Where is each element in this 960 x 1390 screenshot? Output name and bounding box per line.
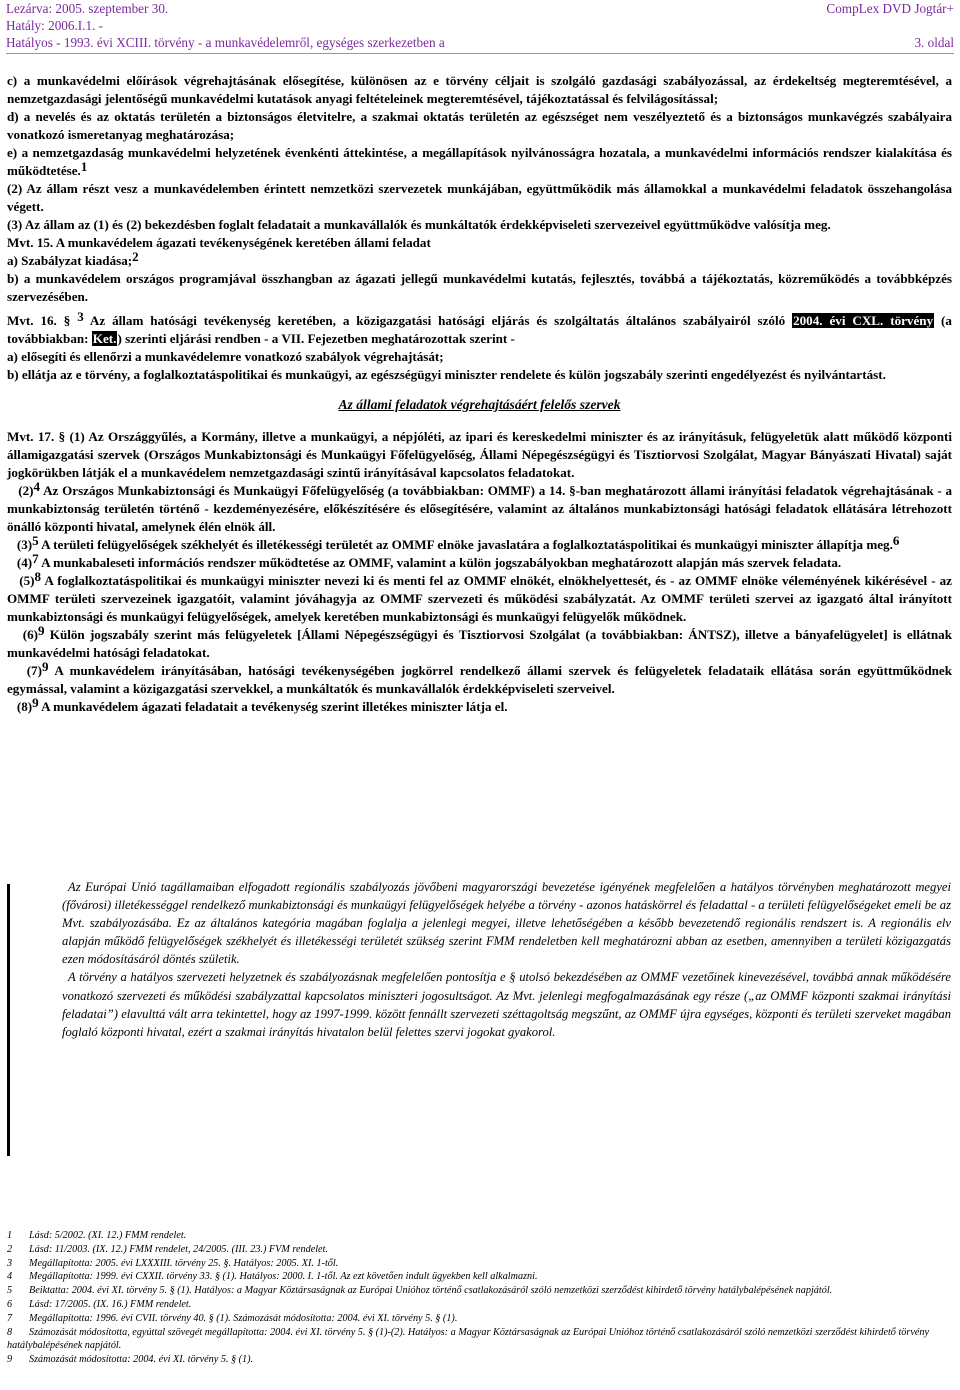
paragraph-number: (7) [26, 663, 42, 678]
section-text: A munkavédelem ágazati tevékenységének keretében állami feladat [55, 235, 431, 250]
paragraph-2: (2) Az állam részt vesz a munkavédelemben érintett nemzetközi szervezetek munkájában, együttműködik más államokkal a munkavédelmi feladatok összehangolása végett. [7, 181, 952, 214]
mvt16-a: a) elősegíti és ellenőrzi a munkavédelemre vonatkozó szabályok végrehajtását; [7, 349, 444, 364]
page-number: 3. oldal [914, 35, 954, 50]
footnote-ref[interactable]: 3 [77, 309, 84, 324]
paragraph-text: Külön jogszabály szerint más felügyeletek [Állami Népegészségügyi és Tisztiorvosi Szolgálat (a továbbiakban: ÁNTSZ), illetve a bányafelügyelet] is ellátnak munkavédelmi hatósági feladatokat. [7, 627, 952, 660]
paragraph-text: A foglalkoztatáspolitikai és munkaügyi miniszter nevezi ki és menti fel az OMMF elnökét, elnökhelyettesét, és - az OMMF elnöke véleményének kikérésével - az OMMF területi szervezeinek igazgatóit, valamint jóváhagyja az OMMF szervezeti és működési szabályzatát. Az OMMF területi szervei az igazgató által irányított munkabiztonsági és munkaügyi felügyelőségek, amelyek keretében munkabiztonsági és munkaügyi felügyelők működnek. [7, 573, 952, 624]
footnote-ref[interactable]: 9 [38, 623, 45, 638]
mvt17-paragraph-7 [7, 659, 952, 698]
law-title: Hatályos - 1993. évi XCIII. törvény - a munkavédelemről, egységes szerkezetben a [6, 35, 445, 50]
paragraph-number: (3) [16, 537, 33, 552]
section-label: Mvt. 16. [7, 313, 57, 328]
ket-reference-link[interactable]: Ket. [92, 331, 117, 346]
footnote-ref[interactable]: 5 [32, 533, 39, 548]
effective-date: Hatály: 2006.I.1. - [6, 18, 104, 33]
mvt17-paragraph-1 [7, 428, 952, 482]
footnote-ref[interactable]: 2 [132, 249, 139, 264]
section-label: Mvt. 15. [7, 235, 54, 250]
mvt17-paragraph-8 [7, 695, 952, 716]
paragraph-text: A területi felügyelőségek székhelyét és illetékességi területét az OMMF elnöke javaslatára a foglalkoztatáspolitikai és munkaügyi miniszter állapítja meg. [41, 537, 893, 552]
mvt17-paragraph-6 [7, 623, 952, 662]
mvt16-text-3: ) szerinti eljárási rendben - a VII. Fejezetben meghatározottak szerint - [117, 331, 515, 346]
footnote-text: Beiktatta: 2004. évi XI. törvény 5. § (1). Hatályos: a Magyar Köztársaságnak az Európai Unióhoz történő csatlakozásáról szóló nemzetközi szerződést kihirdető törvény hatálybalépésének napjától. [29, 1285, 833, 1297]
footnote-text: Számozását módosította: 2004. évi XI. törvény 5. § (1). [29, 1354, 254, 1366]
footnote-number: 1 [7, 1230, 13, 1241]
paragraph-text: Az Országos Munkabiztonsági és Munkaügyi Főfelügyelőség (a továbbiakban: OMMF) a 14. §-ban meghatározott állami irányítási feladatok végrehajtásának - a munkabiztonság területén történő - kezdeményezésére, előkészítésére és elősegítésére, valamint az általános munkabiztonsági hatósági feladatok ellátására létrehozott önálló központi hivatal, amelynek élén elnök áll. [7, 483, 952, 534]
paragraph-number: (2) [18, 483, 34, 498]
footnote-text: Számozását módosította, egyúttal szövegét megállapította: 2004. évi XI. törvény 5. § (1)-(2). Hatályos: a Magyar Köztársaságnak az Európai Unióhoz történő csatlakozásáról szóló nemzetközi szerződést kihirdető törvény hatálybalépésének napjától. [7, 1326, 929, 1352]
footnote-ref[interactable]: 1 [80, 159, 88, 174]
paragraph-d: d) a nevelés és az oktatás területén a biztonságos életvitelre, a szakmai oktatás területén az egészséget nem veszélyeztető és a biztonságos munkavégzés szabályaira vonatkozó ismeretanyag meghatározása; [7, 109, 952, 142]
mvt17-paragraph-3 [7, 533, 952, 554]
mvt16-text: Az állam hatósági tevékenység keretében, a közigazgatási hatósági eljárás és szolgáltatás általános szabályairól szóló [89, 313, 786, 328]
footnote-ref[interactable]: 9 [32, 695, 39, 710]
mvt17-paragraph-4 [7, 551, 952, 572]
footnote-number: 9 [7, 1354, 13, 1366]
footnote-number: 4 [7, 1271, 13, 1283]
mvt16-paragraph [7, 309, 952, 348]
paragraph-number: (6) [22, 627, 39, 642]
mvt16-text-2: (a továbbiakban: [7, 313, 952, 346]
mvt15-a [7, 249, 952, 270]
mvt16-b: b) ellátja az e törvény, a foglalkoztatáspolitikai és munkaügyi, az egészségügyi miniszter rendelete és külön jogszabály szerinti engedélyezést és nyilvántartást. [7, 367, 886, 382]
brand-label: CompLex DVD Jogtár+ [826, 1, 954, 16]
footnote-text: Lásd: 17/2005. (IX. 16.) FMM rendelet. [29, 1298, 192, 1310]
paragraph-e-text: e) a nemzetgazdaság munkavédelmi helyzetének évenkénti áttekintése, a megállapítások nyilvánosságra hozatala, a munkavédelmi információs rendszer kialakítása és működtetése. [7, 145, 952, 178]
mvt15-heading [7, 234, 952, 252]
header-divider [6, 53, 954, 54]
document-body [7, 72, 952, 716]
commentary-marker-bar [7, 884, 10, 1156]
footnote-number: 3 [7, 1257, 13, 1269]
paragraph-number: (5) [19, 573, 35, 588]
footnote-text: Megállapította: 1999. évi CXXII. törvény 33. § (1). Hatályos: 2000. I. 1-től. Az ezt követően indult ügyekben kell alkalmazni. [29, 1271, 538, 1283]
section-label: Mvt. 17. [7, 429, 55, 444]
footnote-item [7, 1229, 952, 1243]
footnote-item [7, 1353, 952, 1367]
paragraph-number: (8) [16, 699, 33, 714]
paragraph-text: A munkavédelem ágazati feladatait a tevékenység szerint illetékes miniszter látja el. [41, 699, 508, 714]
section-title: Az állami feladatok végrehajtásáért felelős szervek [338, 397, 621, 412]
footnotes [7, 1229, 952, 1367]
commentary-text [62, 878, 951, 1041]
paragraph-text: A munkavédelem irányításában, hatósági tevékenységében jogkörrel rendelkező állami szervek és felügyeletek feladataik ellátása során együttműködnek egymással, valamint a közigazgatási szervekkel, a munkáltatók és munkavállalók érdekképviseleti szerveivel. [7, 663, 952, 696]
mvt17-text: § (1) Az Országgyűlés, a Kormány, illetve a munkaügyi, a népjóléti, az ipari és kereskedelmi miniszter és az irányításuk, felügyeletük alatt működő központi államigazgatási szervek (Országos Munkabiztonsági és Munkaügyi Főfelügyelőség, Állami Népegészségügyi és Tisztiorvosi Szolgálat, Magyar Bányászati Hivatal) saját jogkörükben látják el a munkavédelem nemzetgazdasági szintű irányításával kapcsolatos feladatokat. [7, 429, 952, 480]
footnote-number: 2 [7, 1243, 13, 1255]
footnote-number: 6 [7, 1298, 13, 1310]
footnote-item [7, 1312, 952, 1326]
paragraph-number: (4) [16, 555, 33, 570]
footnote-ref[interactable]: 8 [34, 569, 42, 584]
commentary-block [7, 878, 952, 1041]
commentary-paragraph-2: A törvény a hatályos szervezeti helyzetnek és szabályozásnak megfelelően pontosítja e § utolsó bekezdésében az OMMF vezetőinek kinevezésével, továbbá annak működésére vonatkozó szervezeti és működési szabályzattal kapcsolatos miniszteri jogosultságot. Az Mvt. jelenlegi megfogalmazásának egy része („az OMMF központi szakmai irányítási feladatai”) elavulttá vált arra tekintettel, hogy az 1997-1999. között fennállt szervezeti széttagoltság megszűnt, az OMMF újra egységes, központi és területi szerveket magában foglaló központi hivatal, ezért a szakmai irányítás hivatalon belül felettes szervi jogokat gyakorol. [62, 970, 951, 1039]
paragraph-sign: § [63, 313, 71, 328]
footnote-item [7, 1270, 952, 1284]
mvt15-b: b) a munkavédelem országos programjával összhangban az ágazati jellegű munkavédelmi kutatás, fejlesztés, továbbá a tájékoztatás, közreműködés a továbbképzés szervezésében. [7, 271, 952, 304]
page-header [6, 0, 954, 54]
commentary-paragraph-1: Az Európai Unió tagállamaiban elfogadott regionális szabályozás jövőbeni magyarországi bevezetése igényének megfelelően a hatályos törvényben meghatározott megyei (fővárosi) illetékességgel rendelkező munkabiztonsági és munkaügyi felügyelőségek helyébe a törvény - azonos hatáskörrel és feladattal - a területi felügyelőségeket emeli be az Mvt. szabályozásába. Ez az általános kategória magában foglalja a jelenlegi megyei, illetve lehetőségében a később bevezetendő regionális rendszert is. A regionális elv alapján működő felügyelőségek székhelyét és illetékességi területét szükség szerint FMM rendeletben kell meghatározni abban az esetben, amennyiben a területi közigazgatás ezen módosításáról döntés születik. [62, 880, 951, 967]
mvt17-paragraph-2 [7, 479, 952, 536]
paragraph-c: c) a munkavédelmi előírások végrehajtásának elősegítése, különösen az e törvény céljait is szolgáló gazdasági szabályozással, az érdekeltség megteremtésével, a nemzetgazdasági jelentőségű munkavédelmi kutatások anyagi feltételeinek megteremtésével, tájékoztatással és felvilágosítással; [7, 73, 952, 106]
closed-date: Lezárva: 2005. szeptember 30. [6, 1, 169, 16]
mvt17-paragraph-5 [7, 569, 952, 626]
footnote-text: Megállapította: 1996. évi CVII. törvény 40. § (1). Számozását módosította: 2004. évi XI. törvény 5. § (1). [29, 1312, 458, 1324]
footnote-ref[interactable]: 9 [41, 659, 49, 674]
footnote-item [7, 1326, 952, 1354]
footnote-ref[interactable]: 7 [32, 551, 39, 566]
footnote-ref[interactable]: 6 [892, 533, 900, 548]
paragraph-e [7, 144, 952, 180]
item-text: a) Szabályzat kiadása; [7, 253, 133, 268]
footnote-text: Lásd: 5/2002. (XI. 12.) FMM rendelet. [29, 1230, 187, 1241]
footnote-ref[interactable]: 4 [33, 479, 41, 494]
footnote-item [7, 1257, 952, 1271]
footnote-number: 5 [7, 1285, 13, 1297]
paragraph-text: A munkabaleseti információs rendszer működtetése az OMMF, valamint a külön jogszabályokban meghatározott alapján más szervek feladata. [41, 555, 842, 570]
footnote-number: 7 [7, 1312, 13, 1324]
paragraph-3: (3) Az állam az (1) és (2) bekezdésben foglalt feladatait a munkavállalók és munkáltatók érdekképviseleti szervezeivel együttműködve valósítja meg. [7, 217, 831, 232]
law-reference-link[interactable]: 2004. évi CXL. törvény [793, 313, 934, 328]
footnote-item [7, 1298, 952, 1312]
footnote-item [7, 1243, 952, 1257]
footnote-text: Lásd: 11/2003. (IX. 12.) FMM rendelet, 24/2005. (III. 23.) FVM rendelet. [29, 1243, 328, 1255]
footnote-item [7, 1284, 952, 1298]
footnote-number: 8 [7, 1326, 13, 1338]
footnote-text: Megállapította: 2005. évi LXXXIII. törvény 25. §. Hatályos: 2005. XI. 1-től. [29, 1257, 339, 1269]
